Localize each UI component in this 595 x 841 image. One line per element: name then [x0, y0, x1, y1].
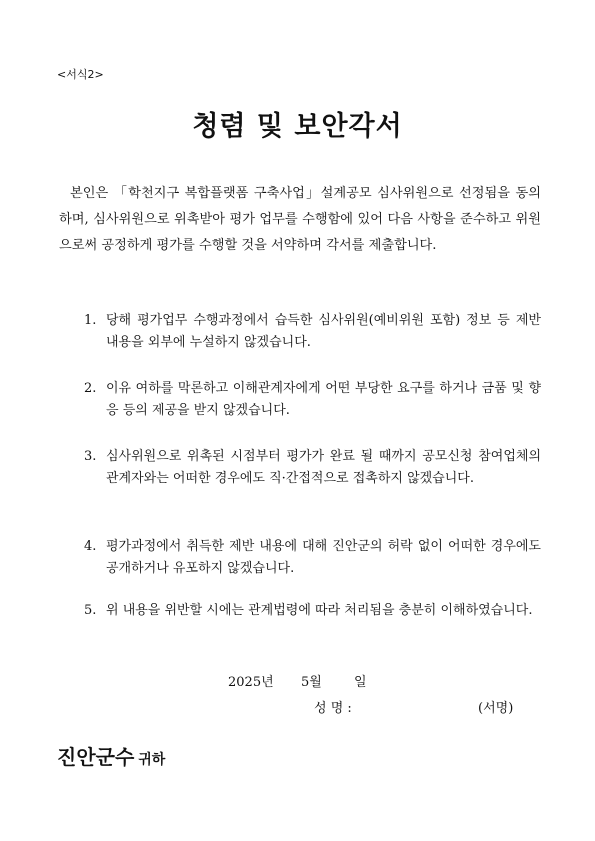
recipient	[57, 741, 165, 770]
date-year: 2025년	[228, 675, 274, 690]
signature-name-label: 성 명 :	[314, 701, 352, 716]
pledge-text: 당해 평가업무 수행과정에서 습득한 심사위원(예비위원 포함) 정보 등 제반 내용을 외부에 누설하지 않겠습니다.	[106, 313, 541, 350]
pledge-number: 2.	[84, 381, 97, 396]
date-month: 5월	[301, 675, 322, 690]
pledge-text: 이유 여하를 막론하고 이해관계자에게 어떤 부당한 요구를 하거나 금품 및 향응 등의 제공을 받지 않겠습니다.	[106, 381, 541, 418]
recipient-name: 진안군수	[57, 745, 135, 769]
pledge-number: 4.	[84, 539, 97, 554]
intro-paragraph	[59, 181, 541, 259]
pledge-text: 위 내용을 위반할 시에는 관계법령에 따라 처리됨을 충분히 이해하였습니다.	[106, 603, 533, 618]
pledge-item-3	[84, 446, 541, 490]
pledge-text: 평가과정에서 취득한 제반 내용에 대해 진안군의 허락 없이 어떠한 경우에도 공개하거나 유포하지 않겠습니다.	[106, 539, 541, 576]
form-number-label: <서식2>	[57, 68, 104, 81]
recipient-suffix: 귀하	[138, 752, 166, 768]
pledge-item-4	[84, 536, 541, 580]
signature-mark-label: (서명)	[478, 701, 514, 716]
pledge-number: 3.	[84, 449, 97, 464]
intro-text: 본인은 「학천지구 복합플랫폼 구축사업」설계공모 심사위원으로 선정됨을 동의하며, 심사위원으로 위촉받아 평가 업무를 수행함에 있어 다음 사항을 준수하고 위원으로써 공정하게 평가를 수행할 것을 서약하며 각서를 제출합니다.	[59, 186, 541, 253]
pledge-number: 1.	[84, 313, 97, 328]
pledge-number: 5.	[84, 603, 97, 618]
pledge-text: 심사위원으로 위촉된 시점부터 평가가 완료 될 때까지 공모신청 참여업체의 관계자와는 어떠한 경우에도 직·간접적으로 접촉하지 않겠습니다.	[106, 449, 541, 486]
date-day: 일	[354, 675, 367, 690]
pledge-item-1	[84, 310, 541, 354]
pledge-item-2	[84, 378, 541, 422]
pledge-item-5	[84, 600, 541, 622]
document-title: 청렴 및 보안각서	[192, 111, 403, 142]
